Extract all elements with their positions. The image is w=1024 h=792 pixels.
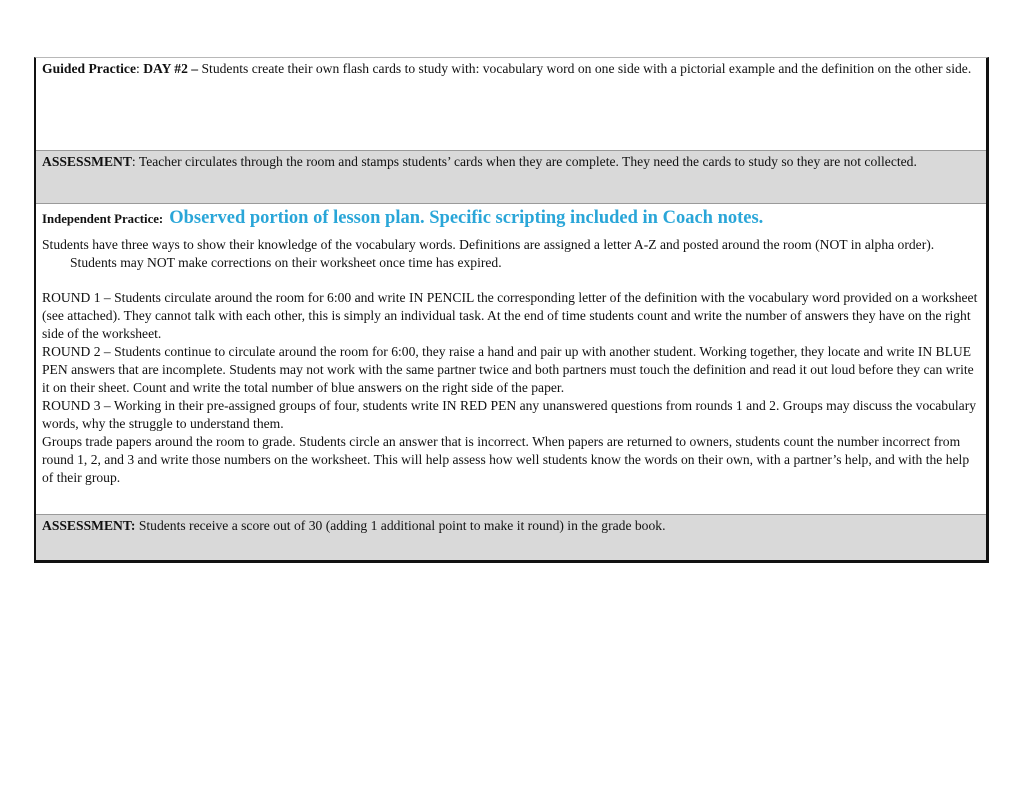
assessment-2-label: ASSESSMENT:: [42, 518, 136, 533]
guided-practice-label: Guided Practice: [42, 61, 137, 76]
paragraph-spacer: [42, 272, 980, 289]
assessment-1-description: : Teacher circulates through the room and stamps students’ cards when they are complete. They need the cards to study so they are not collected.: [131, 154, 917, 169]
round-2-text: ROUND 2 – Students continue to circulate around the room for 6:00, they raise a hand and pair up with another student. Working together, they locate and write IN BLUE PEN answers that are incomplete. Students may not work with the same partner twice and both partners must touch the definition and read it out loud before they can write it on their sheet. Count and write the total number of blue answers on the right side of the paper.: [42, 344, 974, 395]
assessment-row-2: [36, 514, 986, 560]
assessment-2-text: [42, 517, 980, 535]
independent-practice-row: [36, 203, 986, 514]
assessment-1-text: [42, 153, 980, 171]
guided-practice-day: DAY #2 –: [143, 61, 199, 76]
lesson-plan-table: [34, 57, 989, 563]
independent-practice-label: Independent Practice:: [42, 212, 164, 226]
grading-text: Groups trade papers around the room to grade. Students circle an answer that is incorrect. When papers are returned to owners, students count the number incorrect from round 1, 2, and 3 and write those numbers on the worksheet. This will help assess how well students know the words on their own, with a partner’s help, and with the help of their group.: [42, 434, 970, 485]
assessment-1-label: ASSESSMENT: [42, 154, 132, 169]
guided-practice-row: [36, 58, 986, 150]
guided-practice-separator: :: [136, 61, 144, 76]
assessment-row-1: [36, 150, 986, 203]
independent-practice-intro: Students have three ways to show their knowledge of the vocabulary words. Definitions are assigned a letter A-Z and posted around the room (NOT in alpha order). Students may NOT make corrections on their worksheet once time has expired.: [42, 237, 935, 270]
round-1-text: ROUND 1 – Students circulate around the room for 6:00 and write IN PENCIL the corresponding letter of the definition with the vocabulary word provided on a worksheet (see attached). They cannot talk with each other, this is simply an individual task. At the end of time students count and write the number of answers they have on the right side of the worksheet.: [42, 290, 978, 341]
observed-note: Observed portion of lesson plan. Specific scripting included in Coach notes.: [169, 208, 764, 228]
independent-practice-heading: [42, 207, 980, 230]
guided-practice-text: [42, 60, 980, 78]
assessment-2-description: Students receive a score out of 30 (adding 1 additional point to make it round) in the grade book.: [135, 518, 666, 533]
round-3-text: ROUND 3 – Working in their pre-assigned groups of four, students write IN RED PEN any unanswered questions from rounds 1 and 2. Groups may discuss the vocabulary words, why the struggle to understand them.: [42, 398, 977, 431]
guided-practice-description: Students create their own flash cards to study with: vocabulary word on one side with a pictorial example and the definition on the other side.: [198, 61, 972, 76]
